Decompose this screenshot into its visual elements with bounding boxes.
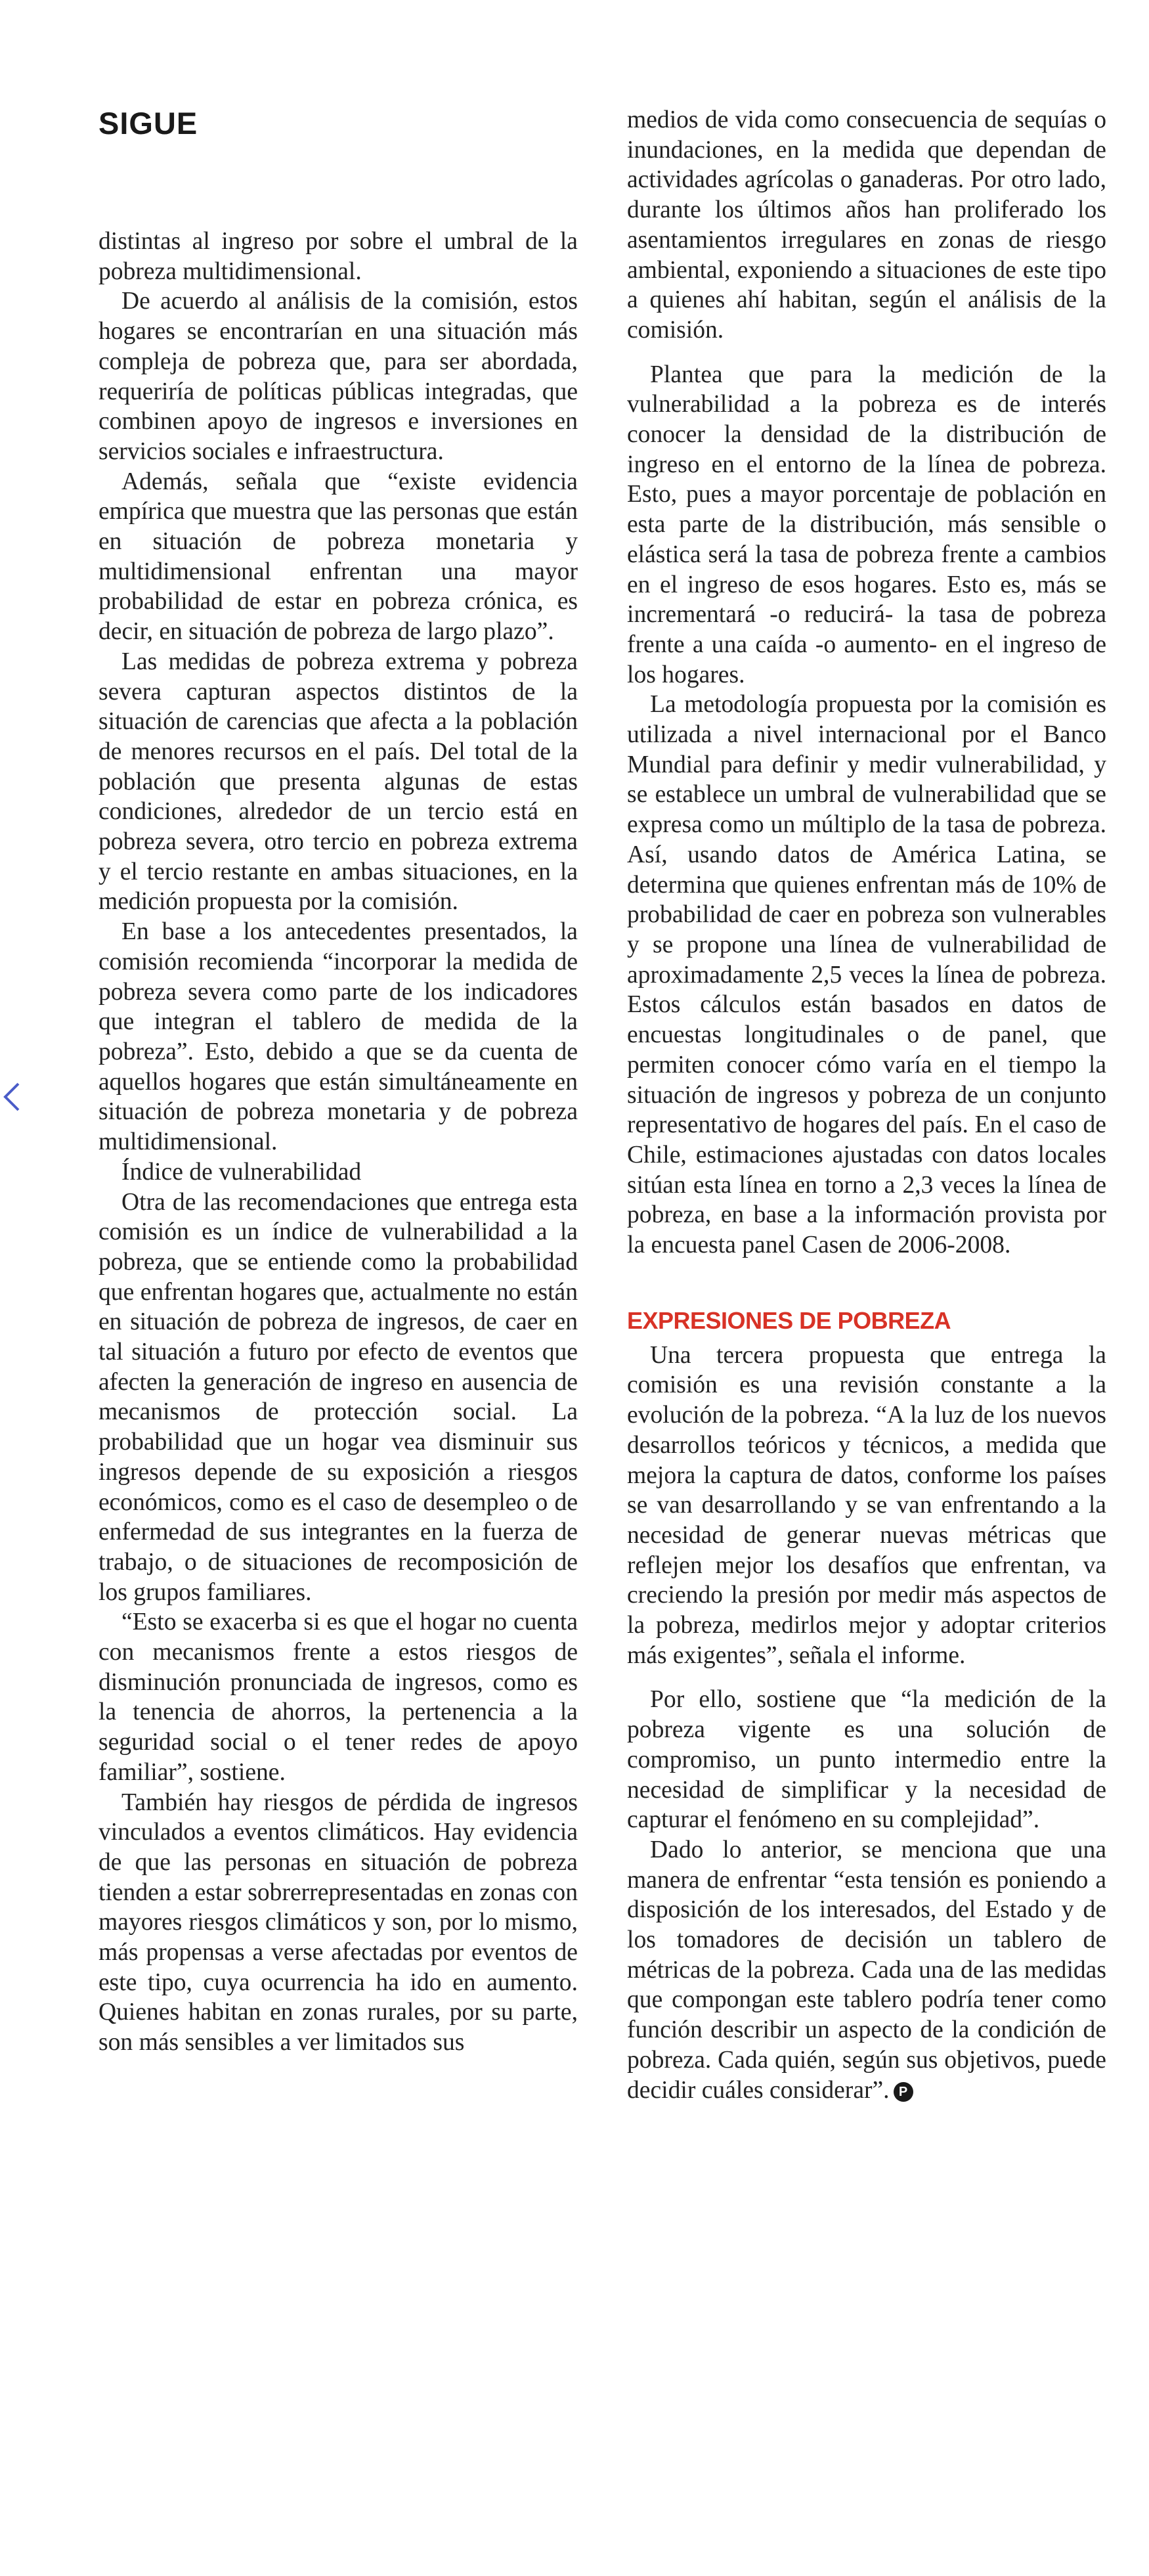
end-of-article-icon: P: [894, 2082, 913, 2102]
paragraph: Las medidas de pobreza extrema y pobreza severa capturan aspectos distintos de la situación de carencias que afecta a la población de menores recursos en el país. Del total de la población que presenta algunas de estas condiciones, alrededor de un tercio está en pobreza severa, otro tercio en pobreza extrema y el tercio restante en ambas situaciones, en la medición propuesta por la comisión.: [98, 648, 578, 916]
paragraph: De acuerdo al análisis de la comisión, estos hogares se encontrarían en una situación más compleja de pobreza que, para ser abordada, requeriría de políticas públicas integradas, que combinen apoyo de ingresos e inversiones en servicios sociales e infraestructura.: [98, 288, 578, 465]
paragraph: [627, 1835, 1106, 2105]
article-column-left: [98, 227, 578, 2058]
paragraph: medios de vida como consecuencia de sequías o inundaciones, en la medida que dependan de actividades agrícolas o ganaderas. Por otro lado, durante los últimos años han proliferado los asentamientos irregulares en zonas de riesgo ambiental, exponiendo a situaciones de este tipo a quienes ahí habitan, según el análisis de la comisión.: [627, 106, 1106, 344]
paragraph: En base a los antecedentes presentados, la comisión recomienda “incorporar la medida de pobreza severa como parte de los indicadores que integran el tablero de medida de la pobreza”. Esto, debido a que se da cuenta de aquellos hogares que están simultáneamente en situación de pobreza monetaria y de pobreza multidimensional.: [98, 918, 578, 1156]
paragraph: Plantea que para la medición de la vulnerabilidad a la pobreza es de interés conocer la densidad de la distribución de ingreso en el entorno de la línea de pobreza. Esto, pues a mayor porcentaje de población en esta parte de la distribución, más sensible o elástica será la tasa de pobreza frente a cambios en el ingreso de esos hogares. Esto es, más se incrementará -o reducirá- la tasa de pobreza frente a una caída -o aumento- en el ingreso de los hogares.: [627, 361, 1106, 688]
paragraph: Otra de las recomendaciones que entrega esta comisión es un índice de vulnerabilidad a la pobreza, que se entiende como la probabilidad que enfrentan hogares que, actualmente no están en situación de pobreza de ingresos, de caer en tal situación a futuro por efecto de eventos que afecten la generación de ingreso en ausencia de mecanismos de protección social. La probabilidad que un hogar vea disminuir sus ingresos depende de su exposición a riesgos económicos, como es el caso de desempleo o de enfermedad de sus integrantes en la fuerza de trabajo, o de situaciones de recomposición de los grupos familiares.: [98, 1188, 578, 1606]
paragraph: También hay riesgos de pérdida de ingresos vinculados a eventos climáticos. Hay evidencia de que las personas en situación de pobreza tienden a estar sobrerrepresentadas en zonas con mayores riesgos climáticos y son, por lo mismo, más propensas a verse afectadas por eventos de este tipo, cuya ocurrencia ha ido en aumento. Quienes habitan en zonas rurales, por su parte, son más sensibles a ver limitados sus: [98, 1788, 578, 2056]
section-heading: EXPRESIONES DE POBREZA: [627, 1306, 951, 1334]
article-column-right: [627, 105, 1106, 2105]
paragraph: Una tercera propuesta que entrega la comisión es una revisión constante a la evolución de la pobreza. “A la luz de los nuevos desarrollos teóricos y técnicos, a medida que mejora la captura de datos, conforme los países se van desarrollando y se van enfrentando a la necesidad de generar nuevas métricas que reflejen mejor los desafíos que enfrentan, va creciendo la presión por medir más aspectos de la pobreza, medirlos mejor y adoptar criterios más exigentes”, señala el informe.: [627, 1341, 1106, 1669]
paragraph: La metodología propuesta por la comisión es utilizada a nivel internacional por el Banco Mundial para definir y medir vulnerabilidad, y se establece un umbral de vulnerabilidad que se expresa como un múltiplo de la tasa de pobreza. Así, usando datos de América Latina, se determina que quienes enfrentan más de 10% de probabilidad de caer en pobreza son vulnerables y se propone una línea de vulnerabilidad de aproximadamente 2,5 veces la línea de pobreza. Estos cálculos están basados en datos de encuestas longitudinales o de panel, que permiten conocer cómo varía en el tiempo la situación de ingresos y pobreza de un conjunto representativo de hogares del país. En el caso de Chile, estimaciones ajustadas con datos locales sitúan esta línea en torno a 2,3 veces la línea de pobreza, en base a la información provista por la encuesta panel Casen de 2006-2008.: [627, 691, 1106, 1259]
paragraph: Además, señala que “existe evidencia empírica que muestra que las personas que están en situación de pobreza monetaria y multidimensional enfrentan una mayor probabilidad de estar en pobreza crónica, es decir, en situación de pobreza de largo plazo”.: [98, 468, 578, 646]
continuation-label: SIGUE: [98, 106, 198, 141]
paragraph-text: Dado lo anterior, se menciona que una manera de enfrentar “esta tensión es poniendo a disposición de los interesados, del Estado y de los tomadores de decisión un tablero de métricas de la pobreza. Cada una de las medidas que compongan este tablero podría tener como función describir un aspecto de la condición de pobreza. Cada quién, según sus objetivos, puede decidir cuáles considerar”.: [627, 1836, 1106, 2104]
subheading-vulnerability-index: Índice de vulnerabilidad: [121, 1158, 362, 1186]
paragraph: Por ello, sostiene que “la medición de la pobreza vigente es una solución de compromiso, un punto intermedio entre la necesidad de simplificar y la necesidad de capturar el fenómeno en su complejidad”.: [627, 1686, 1106, 1834]
paragraph: distintas al ingreso por sobre el umbral de la pobreza multidimensional.: [98, 228, 578, 285]
paragraph: “Esto se exacerba si es que el hogar no cuenta con mecanismos frente a estos riesgos de disminución pronunciada de ingresos, como es la tenencia de ahorros, la pertenencia a la seguridad social o el tener redes de apoyo familiar”, sostiene.: [98, 1609, 578, 1786]
chevron-left-icon[interactable]: [0, 1077, 26, 1117]
